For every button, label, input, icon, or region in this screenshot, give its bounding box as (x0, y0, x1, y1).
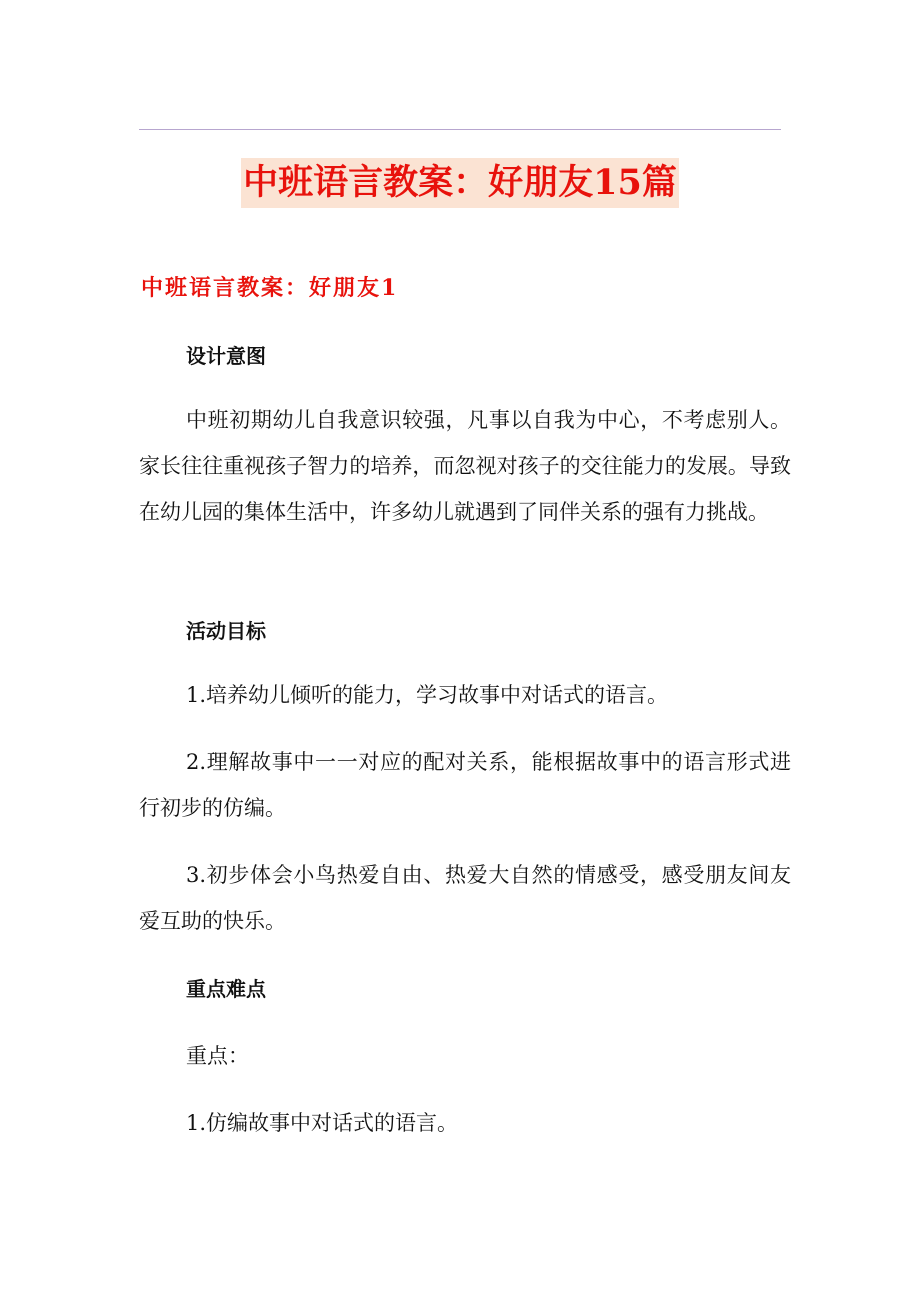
key-points-heading: 重点难点 (186, 977, 266, 1001)
design-intent-paragraph: 中班初期幼儿自我意识较强，凡事以自我为中心，不考虑别人。家长往往重视孩子智力的培养，而忽视对孩子的交往能力的发展。导致在幼儿园的集体生活中，许多幼儿就遇到了同伴关系的强有力挑战。 (139, 408, 791, 524)
title-wrap (0, 158, 920, 208)
document-title: 中班语言教案：好朋友15篇 (241, 158, 679, 208)
goals-heading: 活动目标 (186, 619, 266, 643)
goal-item-2: 2.理解故事中一一对应的配对关系，能根据故事中的语言形式进行初步的仿编。 (139, 750, 791, 820)
section-title: 中班语言教案：好朋友1 (141, 275, 399, 301)
goal-item-3: 3.初步体会小鸟热爱自由、热爱大自然的情感受，感受朋友间友爱互助的快乐。 (139, 863, 791, 933)
design-intent-heading: 设计意图 (186, 344, 266, 368)
key-points-label: 重点： (186, 1044, 249, 1068)
key-point-item-1: 1.仿编故事中对话式的语言。 (186, 1111, 459, 1135)
header-rule (139, 129, 781, 130)
goal-item-1: 1.培养幼儿倾听的能力，学习故事中对话式的语言。 (186, 683, 669, 707)
